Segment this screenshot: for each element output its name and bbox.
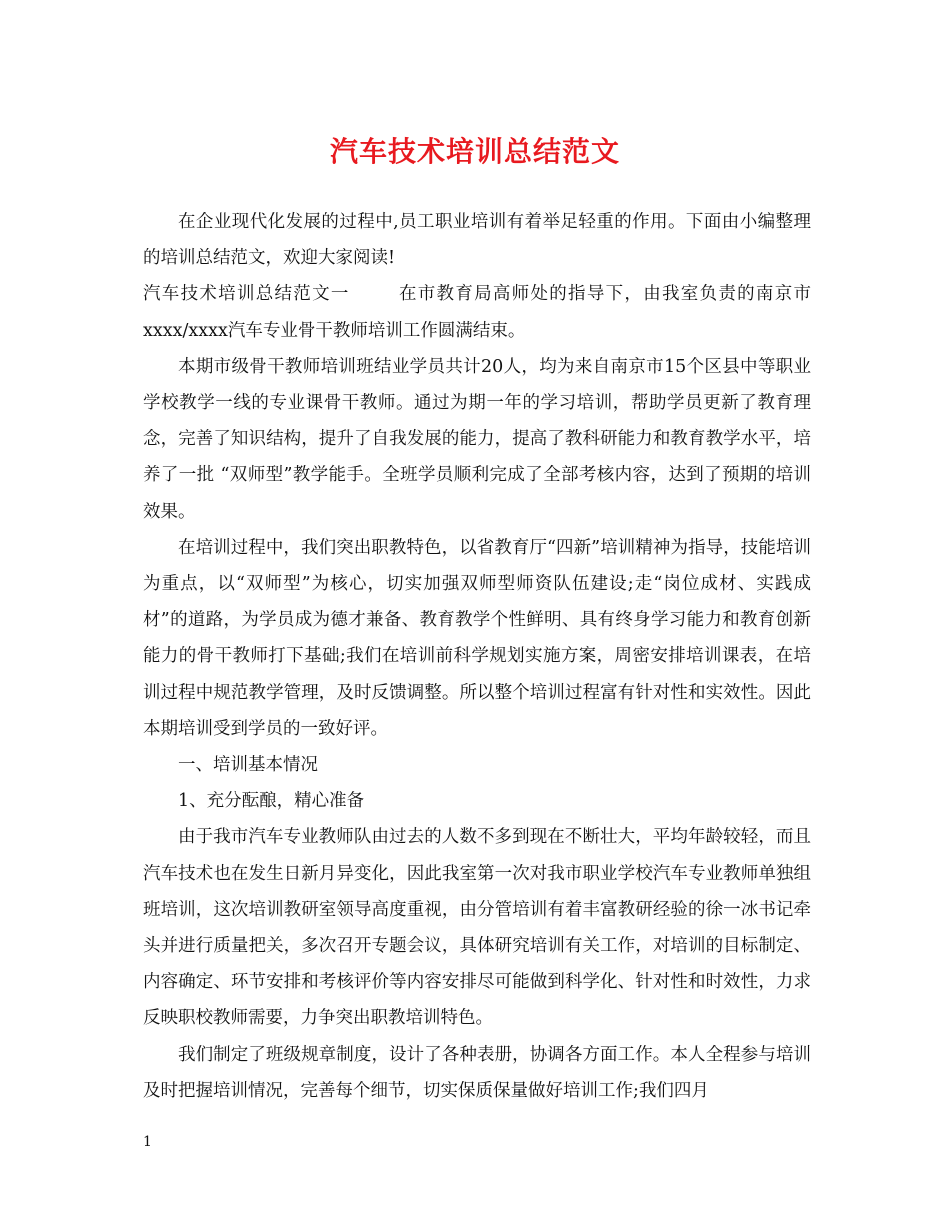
page-number: 1 [143, 1134, 152, 1150]
paragraph-rules: 我们制定了班级规章制度，设计了各种表册，协调各方面工作。本人全程参与培训及时把握培训情况，完善每个细节，切实保质保量做好培训工作;我们四月 [143, 1044, 811, 1101]
paragraph-intro: 在企业现代化发展的过程中,员工职业培训有着举足轻重的作用。下面由小编整理的培训总结范文，欢迎大家阅读! [143, 212, 811, 269]
paragraph-results: 本期市级骨干教师培训班结业学员共计20人，均为来自南京市15个区县中等职业学校教学一线的专业课骨干教师。通过为期一年的学习培训，帮助学员更新了教育理念，完善了知识结构，提升了自我发展的能力，提高了教科研能力和教育教学水平，培养了一批 “双师型”教学能手。全班学员顺利完成了全部考核内容，达到了预期的培训效果。 [143, 356, 811, 522]
section-label: 汽车技术培训总结范文一 [143, 284, 350, 305]
paragraph-section-one [143, 276, 811, 348]
heading-preparation: 1、充分酝酿，精心准备 [178, 791, 365, 812]
heading-basic-situation: 一、培训基本情况 [178, 755, 318, 776]
paragraph-process: 在培训过程中，我们突出职教特色，以省教育厅“四新”培训精神为指导，技能培训为重点，以“双师型”为核心，切实加强双师型师资队伍建设;走“岗位成材、实践成材”的道路，为学员成为德才兼备、教育教学个性鲜明、具有终身学习能力和教育创新能力的骨干教师打下基础;我们在培训前科学规划实施方案，周密安排培训课表，在培训过程中规范教学管理，及时反馈调整。所以整个培训过程富有针对性和实效性。因此本期培训受到学员的一致好评。 [143, 537, 811, 739]
page-title: 汽车技术培训总结范文 [329, 135, 620, 168]
document-body [143, 204, 811, 1109]
section-intro-text: 在市教育局高师处的指导下，由我室负责的南京市xxxx/xxxx汽车专业骨干教师培训工作圆满结束。 [143, 284, 812, 341]
paragraph-preparation: 由于我市汽车专业教师队由过去的人数不多到现在不断壮大，平均年龄较轻，而且汽车技术也在发生日新月异变化，因此我室第一次对我市职业学校汽车专业教师单独组班培训，这次培训教研室领导高度重视，由分管培训有着丰富教研经验的徐一冰书记牵头并进行质量把关，多次召开专题会议，具体研究培训有关工作，对培训的目标制定、内容确定、环节安排和考核评价等内容安排尽可能做到科学化、针对性和时效性，力求反映职校教师需要，力争突出职教培训特色。 [143, 827, 811, 1029]
